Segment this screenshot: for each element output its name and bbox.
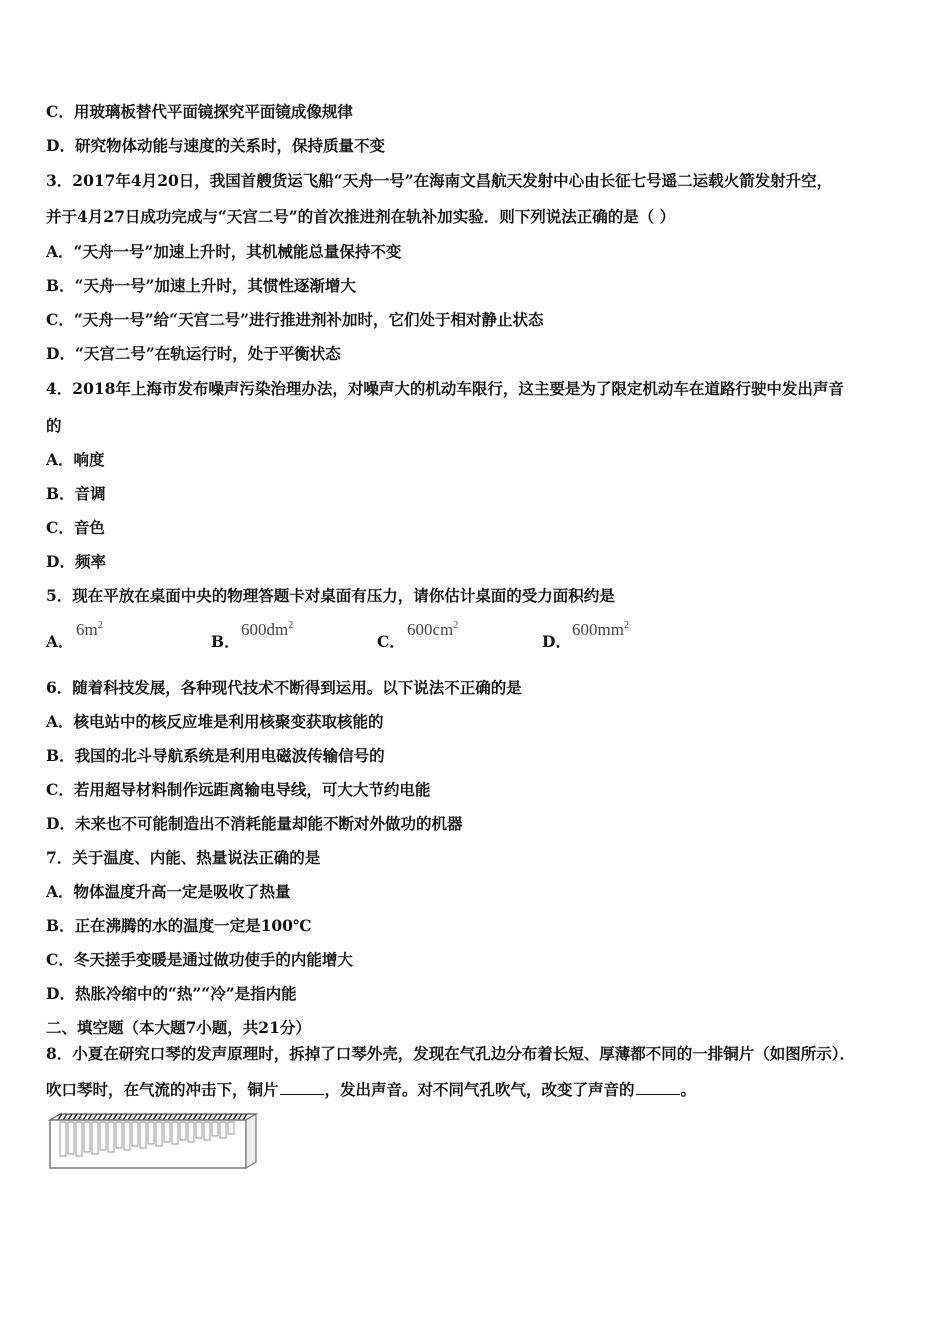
q8-stem-line1: 8．小夏在研究口琴的发声原理时，拆掉了口琴外壳，发现在气孔边分布着长短、厚薄都不同的一排铜片（如图所示）． bbox=[46, 1044, 856, 1063]
option-letter: A． bbox=[46, 632, 74, 651]
option-letter: B． bbox=[211, 632, 240, 651]
q3-stem-line2: 并于4月27日成功完成与“天宫二号”的首次推进剂在轨补加实验．则下列说法正确的是（ ） bbox=[46, 207, 676, 226]
harmonica-reeds-figure bbox=[46, 1110, 260, 1172]
option-letter: C． bbox=[377, 632, 405, 651]
q7-option-a: A．物体温度升高一定是吸收了热量 bbox=[46, 882, 291, 901]
option-value: $600mm^2$ bbox=[572, 620, 629, 639]
option-value: $600dm^2$ bbox=[241, 620, 294, 639]
q4-stem-line1: 4．2018年上海市发布噪声污染治理办法，对噪声大的机动车限行，这主要是为了限定机动车在道路行驶中发出声音 bbox=[46, 379, 844, 398]
q2-option-d: D．研究物体动能与速度的关系时，保持质量不变 bbox=[46, 136, 385, 155]
option-value: $6m^2$ bbox=[76, 620, 103, 639]
q6-stem: 6．随着科技发展，各种现代技术不断得到运用。以下说法不正确的是 bbox=[46, 678, 522, 697]
q7-option-b: B．正在沸腾的水的温度一定是100℃ bbox=[46, 916, 312, 935]
q4-option-c: C．音色 bbox=[46, 518, 105, 537]
q4-option-d: D．频率 bbox=[46, 552, 106, 571]
option-letter: D． bbox=[542, 632, 571, 651]
q5-stem: 5．现在平放在桌面中央的物理答题卡对桌面有压力，请你估计桌面的受力面积约是 bbox=[46, 586, 615, 605]
q3-option-a: A．“天舟一号”加速上升时，其机械能总量保持不变 bbox=[46, 242, 402, 261]
q7-option-c: C．冬天搓手变暖是通过做功使手的内能增大 bbox=[46, 950, 353, 969]
q4-option-b: B．音调 bbox=[46, 484, 106, 503]
q4-stem-line2: 的 bbox=[46, 416, 62, 435]
harmonica-reeds-drawing bbox=[46, 1110, 260, 1172]
q8-stem-line2: 吹口琴时，在气流的冲击下，铜片 ，发出声音。对不同气孔吹气，改变了声音的 。 bbox=[46, 1080, 697, 1099]
q6-option-c: C．若用超导材料制作远距离输电导线，可大大节约电能 bbox=[46, 780, 431, 799]
q4-option-a: A．响度 bbox=[46, 450, 105, 469]
q7-stem: 7．关于温度、内能、热量说法正确的是 bbox=[46, 848, 321, 867]
section-heading-fill-in: 二、填空题（本大题7小题，共21分） bbox=[46, 1018, 311, 1037]
q3-option-c: C．“天舟一号”给“天宫二号”进行推进剂补加时，它们处于相对静止状态 bbox=[46, 310, 544, 329]
q3-stem-line1: 3．2017年4月20日，我国首艘货运飞船“天舟一号”在海南文昌航天发射中心由长征七号遥二运载火箭发射升空， bbox=[46, 171, 833, 190]
q7-option-d: D．热胀冷缩中的“热”“冷”是指内能 bbox=[46, 984, 297, 1003]
q6-option-a: A．核电站中的核反应堆是利用核聚变获取核能的 bbox=[46, 712, 384, 731]
q5-options-row bbox=[46, 620, 746, 656]
q3-option-d: D．“天宫二号”在轨运行时，处于平衡状态 bbox=[46, 344, 341, 363]
q6-option-d: D．未来也不可能制造出不消耗能量却能不断对外做功的机器 bbox=[46, 814, 463, 833]
q2-option-c: C．用玻璃板替代平面镜探究平面镜成像规律 bbox=[46, 102, 353, 121]
q3-option-b: B．“天舟一号”加速上升时，其惯性逐渐增大 bbox=[46, 276, 356, 295]
answer-blank-2[interactable] bbox=[636, 1080, 680, 1095]
answer-blank-1[interactable] bbox=[280, 1080, 324, 1095]
q6-option-b: B．我国的北斗导航系统是利用电磁波传输信号的 bbox=[46, 746, 385, 765]
option-value: $600cm^2$ bbox=[407, 620, 459, 639]
